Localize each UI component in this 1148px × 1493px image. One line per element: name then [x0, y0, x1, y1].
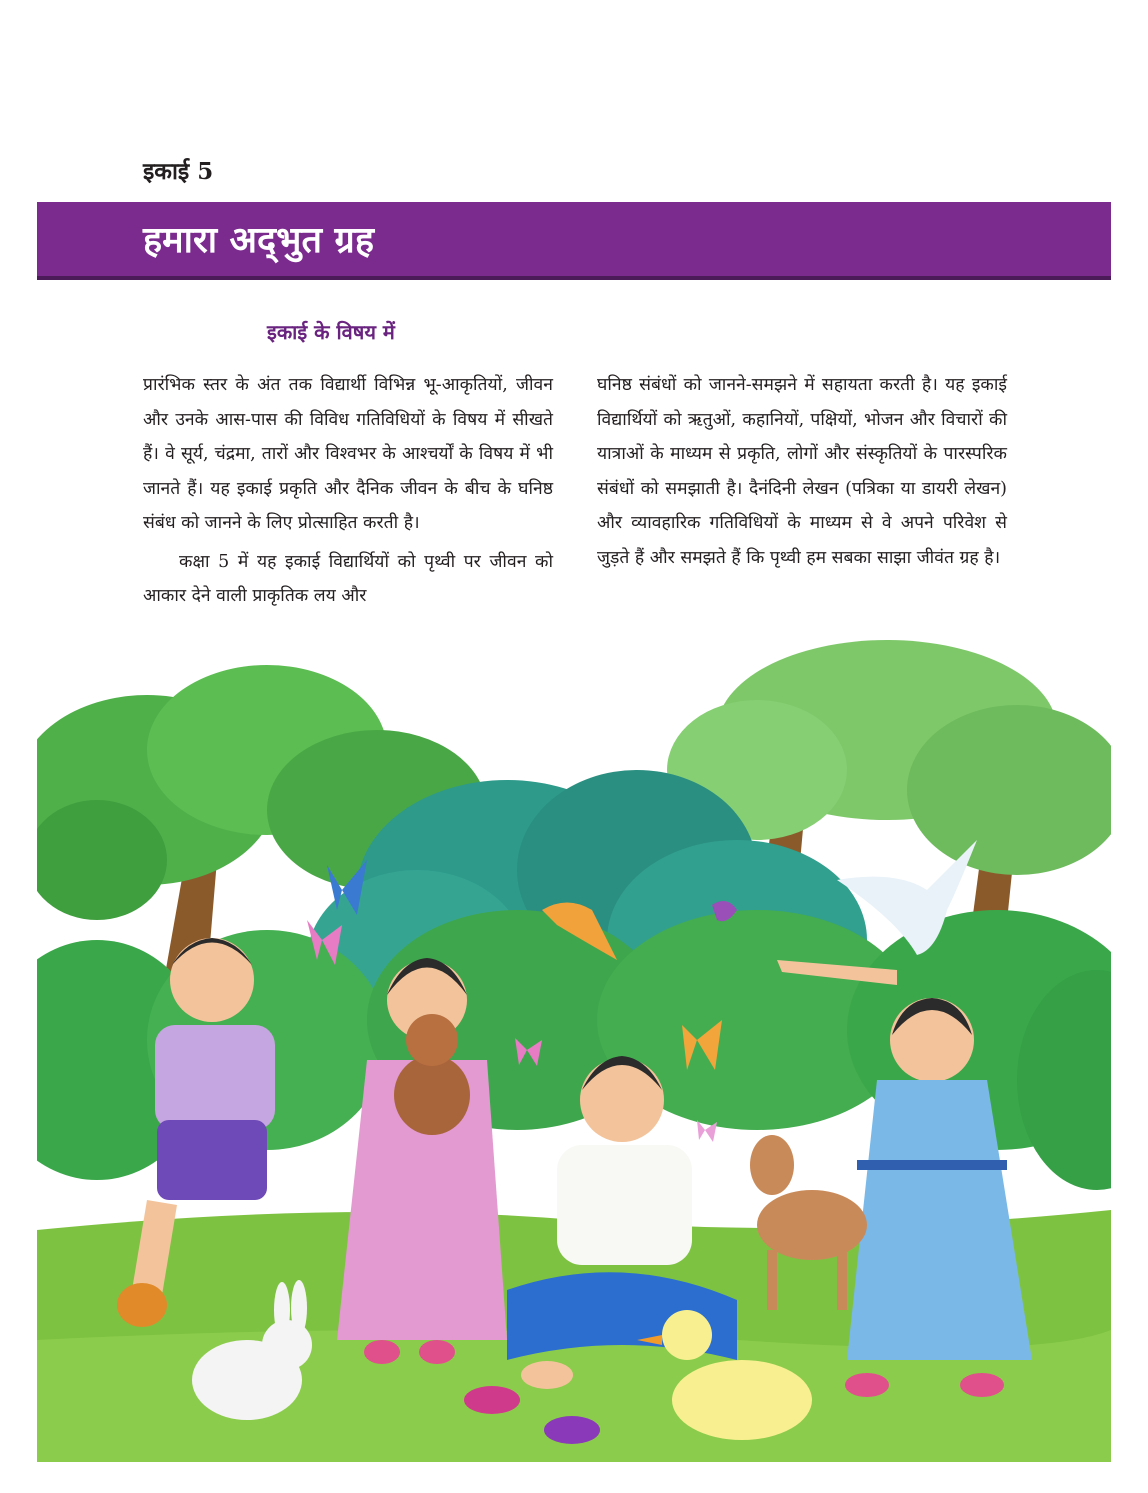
section-heading: इकाई के विषय में — [267, 320, 395, 344]
park-illustration — [37, 640, 1111, 1462]
paragraph-intro: प्रारंभिक स्तर के अंत तक विद्यार्थी विभिन्न भू-आकृतियों, जीवन और उनके आस-पास की विविध गतिविधियों के विषय में सीखते हैं। वे सूर्य, चंद्रमा, तारों और विश्वभर के आश्चर्यों के विषय में भी जानते हैं। यह इकाई प्रकृति और दैनिक जीवन के बीच के घनिष्ठ संबंध को जानने के लिए प्रोत्साहित करती है। — [143, 375, 553, 533]
text-column-left — [143, 368, 553, 614]
title-band — [37, 202, 1111, 280]
paragraph-continued: घनिष्ठ संबंधों को जानने-समझने में सहायता करती है। यह इकाई विद्यार्थियों को ऋतुओं, कहानियों, पक्षियों, भोजन और विचारों की यात्राओं के माध्यम से प्रकृति, लोगों और संस्कृतियों के पारस्परिक संबंधों को समझाती है। दैनंदिनी लेखन (पत्रिका या डायरी लेखन) और व्यावहारिक गतिविधियों के माध्यम से वे अपने परिवेश से जुड़ते हैं और समझते हैं कि पृथ्वी हम सबका साझा जीवंत ग्रह है। — [597, 375, 1007, 568]
unit-label: इकाई 5 — [143, 158, 214, 185]
paragraph-class5: कक्षा 5 में यह इकाई विद्यार्थियों को पृथ्वी पर जीवन को आकार देने वाली प्राकृतिक लय और — [143, 551, 553, 606]
text-column-right — [597, 368, 1007, 575]
unit-title: हमारा अद्‌भुत ग्रह — [143, 220, 374, 261]
